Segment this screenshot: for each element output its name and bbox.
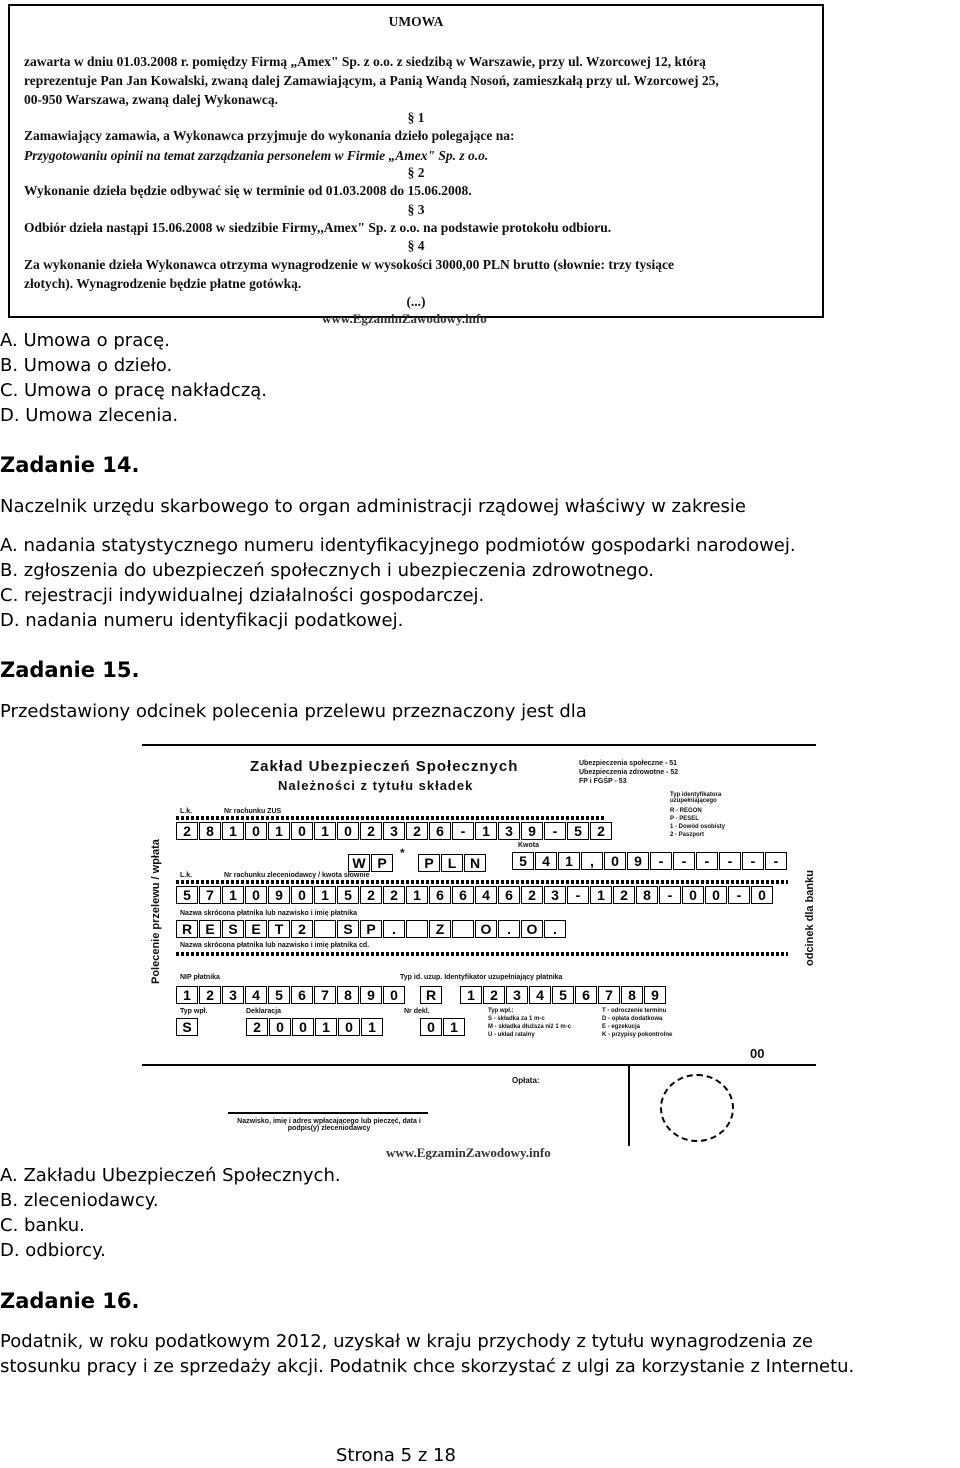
field-label: Nr dekl. bbox=[404, 1008, 430, 1015]
answer-a: A. nadania statystycznego numeru identyfikacyjnego podmiotów gospodarki narodowej. bbox=[0, 535, 796, 556]
form-legend: Typ wpł.: bbox=[488, 1008, 514, 1014]
contract-line: Odbiór dzieła nastąpi 15.06.2008 w siedzibie Firmy,,Amex" Sp. z o.o. na podstawie protokołu odbioru. bbox=[24, 220, 612, 235]
side-label-left: Polecenie przelewu / wpłata bbox=[150, 839, 162, 984]
form-char-cell: 1 bbox=[176, 986, 198, 1004]
side-label-right: odcinek dla banku bbox=[804, 870, 816, 966]
form-char-cell: 5 bbox=[552, 986, 574, 1004]
task-14-title: Zadanie 14. bbox=[0, 453, 140, 477]
field-label: L.k. bbox=[180, 808, 193, 815]
contract-title: UMOWA bbox=[388, 14, 444, 29]
form-char-cell: , bbox=[581, 852, 603, 870]
task-14-question: Naczelnik urzędu skarbowego to organ administracji rządowej właściwy w zakresie bbox=[0, 496, 746, 517]
form-char-cell: 5 bbox=[512, 852, 534, 870]
form-legend: 2 - Paszport bbox=[670, 832, 705, 838]
form-char-cell: 7 bbox=[598, 986, 620, 1004]
form-char-cell: 5 bbox=[337, 886, 359, 904]
form-legend: M - składka dłuższa niż 1 m-c bbox=[488, 1024, 572, 1030]
form-char-cell: P bbox=[360, 920, 382, 938]
watermark: www.EgzaminZawodowy.info bbox=[322, 311, 487, 326]
wp-cells bbox=[348, 854, 394, 872]
form-char-cell: 1 bbox=[558, 852, 580, 870]
form-char-cell: . bbox=[498, 920, 520, 938]
form-legend: T - odroczenie terminu bbox=[602, 1008, 667, 1014]
form-legend: D - opłata dodatkowa bbox=[602, 1016, 663, 1022]
form-char-cell: O bbox=[521, 920, 543, 938]
form-char-cell: 0 bbox=[269, 1018, 291, 1036]
answer-d: D. odbiorcy. bbox=[0, 1240, 106, 1261]
task-16-line: stosunku pracy i ze sprzedaży akcji. Podatnik chce skorzystać z ulgi za korzystanie z Internetu. bbox=[0, 1356, 855, 1377]
contract-line: 00-950 Warszawa, zwaną dalej Wykonawcą. bbox=[24, 92, 279, 107]
form-char-cell: - bbox=[728, 886, 750, 904]
form-legend: Typ identyfikatora uzupełniającego bbox=[670, 792, 722, 804]
form-char-cell: - bbox=[673, 852, 695, 870]
answer-d: D. Umowa zlecenia. bbox=[0, 405, 179, 426]
field-label: Nazwa skrócona płatnika lub nazwisko i imię płatnika cd. bbox=[180, 942, 370, 949]
form-char-cell: W bbox=[348, 854, 370, 872]
field-label: Nazwa skrócona płatnika lub nazwisko i imię płatnika bbox=[180, 910, 357, 917]
task-15-question: Przedstawiony odcinek polecenia przelewu przeznaczony jest dla bbox=[0, 701, 587, 722]
form-char-cell: L bbox=[441, 854, 463, 872]
form-char-cell: 3 bbox=[383, 822, 405, 840]
transfer-form-image bbox=[142, 744, 816, 1146]
form-char-cell: 1 bbox=[590, 886, 612, 904]
id-cells bbox=[460, 986, 667, 1004]
contract-line: Wykonanie dzieła będzie odbywać się w terminie od 01.03.2008 do 15.06.2008. bbox=[24, 183, 472, 198]
answer-d: D. nadania numeru identyfikacji podatkowej. bbox=[0, 610, 404, 631]
form-char-cell: - bbox=[567, 886, 589, 904]
form-char-cell: T bbox=[268, 920, 290, 938]
form-char-cell: 1 bbox=[315, 1018, 337, 1036]
form-char-cell: - bbox=[696, 852, 718, 870]
form-char-cell: N bbox=[464, 854, 486, 872]
form-char-cell: - bbox=[650, 852, 672, 870]
paragraph-sign: § 2 bbox=[407, 165, 425, 180]
contract-image bbox=[8, 4, 824, 318]
form-char-cell bbox=[452, 920, 474, 938]
form-char-cell: 1 bbox=[475, 822, 497, 840]
payer-name-cells bbox=[176, 920, 567, 938]
form-char-cell: 0 bbox=[291, 822, 313, 840]
form-char-cell: 4 bbox=[535, 852, 557, 870]
form-char-cell: 2 bbox=[246, 1018, 268, 1036]
paragraph-sign: § 3 bbox=[407, 202, 425, 217]
account-zus-cells bbox=[176, 822, 613, 840]
form-char-cell: 4 bbox=[475, 886, 497, 904]
answer-a: A. Zakładu Ubezpieczeń Społecznych. bbox=[0, 1165, 341, 1186]
form-char-cell: 3 bbox=[506, 986, 528, 1004]
form-legend: K - przypisy pokontrolne bbox=[602, 1032, 673, 1038]
form-char-cell: 2 bbox=[360, 886, 382, 904]
form-char-cell: 9 bbox=[521, 822, 543, 840]
form-char-cell: 2 bbox=[521, 886, 543, 904]
form-char-cell: R bbox=[176, 920, 198, 938]
form-char-cell: 5 bbox=[176, 886, 198, 904]
form-char-cell: E bbox=[245, 920, 267, 938]
form-char-cell: 5 bbox=[268, 986, 290, 1004]
form-char-cell: 6 bbox=[429, 822, 451, 840]
form-legend: U - układ ratalny bbox=[488, 1032, 535, 1038]
answer-a: A. Umowa o pracę. bbox=[0, 330, 170, 351]
form-char-cell: 1 bbox=[361, 1018, 383, 1036]
form-char-cell: 8 bbox=[621, 986, 643, 1004]
form-legend: E - egzekucja bbox=[602, 1024, 641, 1030]
form-char-cell: 3 bbox=[222, 986, 244, 1004]
field-label: Kwota bbox=[518, 842, 539, 849]
form-legend: P - PESEL bbox=[670, 816, 699, 822]
form-char-cell: 0 bbox=[682, 886, 704, 904]
declaration-cells bbox=[246, 1018, 384, 1036]
payment-type-cell bbox=[176, 1018, 199, 1036]
answer-c: C. Umowa o pracę nakładczą. bbox=[0, 380, 268, 401]
form-char-cell: 2 bbox=[590, 822, 612, 840]
form-char-cell: 9 bbox=[268, 886, 290, 904]
form-char-cell: 4 bbox=[529, 986, 551, 1004]
field-label: Nr rachunku ZUS bbox=[224, 808, 282, 815]
id-type-cell bbox=[420, 986, 443, 1004]
form-char-cell: 9 bbox=[627, 852, 649, 870]
form-char-cell: 4 bbox=[245, 986, 267, 1004]
star-mark: * bbox=[400, 846, 405, 860]
answer-c: C. banku. bbox=[0, 1215, 85, 1236]
task-16-line: Podatnik, w roku podatkowym 2012, uzyskał w kraju przychody z tytułu wynagrodzenia ze bbox=[0, 1331, 813, 1352]
currency-cells bbox=[418, 854, 487, 872]
paragraph-sign: § 1 bbox=[407, 110, 425, 125]
form-char-cell: 0 bbox=[338, 1018, 360, 1036]
contract-line: Zamawiający zamawia, a Wykonawca przyjmuje do wykonania dzieło polegające na: bbox=[24, 128, 515, 143]
form-char-cell: 0 bbox=[383, 986, 405, 1004]
form-char-cell: 0 bbox=[245, 822, 267, 840]
form-char-cell: 0 bbox=[705, 886, 727, 904]
form-char-cell: 2 bbox=[291, 920, 313, 938]
form-char-cell: - bbox=[544, 822, 566, 840]
page-number: Strona 5 z 18 bbox=[336, 1445, 456, 1466]
contract-line: złotych). Wynagrodzenie będzie płatne gotówką. bbox=[24, 276, 302, 291]
form-char-cell: R bbox=[420, 986, 442, 1004]
signature-label: Nazwisko, imię i adres wpłacającego lub pieczęć, data i podpis(y) zleceniodawcy bbox=[237, 1118, 421, 1132]
form-legend: Ubezpieczenia zdrowotne - 52 bbox=[579, 769, 679, 776]
form-char-cell: 2 bbox=[483, 986, 505, 1004]
contract-line: reprezentuje Pan Jan Kowalski, zwaną dalej Zamawiającym, a Panią Wandą Nosoń, zamieszkałą przy ul. Wzorcowej 25, bbox=[24, 73, 719, 88]
form-char-cell: O bbox=[475, 920, 497, 938]
form-char-cell: - bbox=[452, 822, 474, 840]
form-char-cell: S bbox=[222, 920, 244, 938]
nip-cells bbox=[176, 986, 406, 1004]
form-char-cell: 8 bbox=[199, 822, 221, 840]
form-char-cell bbox=[314, 920, 336, 938]
form-char-cell: 9 bbox=[644, 986, 666, 1004]
field-label: Deklaracja bbox=[246, 1008, 282, 1015]
form-char-cell: 8 bbox=[636, 886, 658, 904]
form-char-cell: 2 bbox=[360, 822, 382, 840]
form-char-cell: S bbox=[337, 920, 359, 938]
form-char-cell: 1 bbox=[443, 1018, 465, 1036]
form-char-cell: 2 bbox=[406, 822, 428, 840]
form-char-cell: Z bbox=[429, 920, 451, 938]
form-char-cell: - bbox=[659, 886, 681, 904]
form-char-cell: 2 bbox=[176, 822, 198, 840]
form-char-cell: 8 bbox=[337, 986, 359, 1004]
form-char-cell: S bbox=[176, 1018, 198, 1036]
field-label: Nr rachunku zleceniodawcy / kwota słownie bbox=[224, 872, 370, 879]
watermark: www.EgzaminZawodowy.info bbox=[386, 1145, 551, 1160]
form-char-cell: - bbox=[719, 852, 741, 870]
form-char-cell: 0 bbox=[751, 886, 773, 904]
form-char-cell: 2 bbox=[613, 886, 635, 904]
contract-line: Przygotowaniu opinii na temat zarządzania personelem w Firmie „Amex" Sp. z o.o. bbox=[24, 148, 489, 163]
task-16-title: Zadanie 16. bbox=[0, 1289, 140, 1313]
form-char-cell: 3 bbox=[544, 886, 566, 904]
field-label: NIP płatnika bbox=[180, 974, 220, 981]
form-char-cell: 6 bbox=[575, 986, 597, 1004]
form-char-cell: 1 bbox=[268, 822, 290, 840]
form-char-cell: 6 bbox=[452, 886, 474, 904]
form-title: Zakład Ubezpieczeń Społecznych bbox=[250, 758, 519, 775]
stamp-circle bbox=[660, 1074, 734, 1142]
form-char-cell: 6 bbox=[291, 986, 313, 1004]
form-char-cell: 1 bbox=[222, 822, 244, 840]
answer-b: B. zgłoszenia do ubezpieczeń społecznych i ubezpieczenia zdrowotnego. bbox=[0, 560, 655, 581]
form-char-cell: P bbox=[418, 854, 440, 872]
form-char-cell: 0 bbox=[245, 886, 267, 904]
form-legend: Ubezpieczenia społeczne - 51 bbox=[579, 760, 678, 767]
form-char-cell: 0 bbox=[292, 1018, 314, 1036]
field-label: L.k. bbox=[180, 872, 193, 879]
answer-c: C. rejestracji indywidualnej działalności gospodarczej. bbox=[0, 585, 485, 606]
form-char-cell: 6 bbox=[498, 886, 520, 904]
form-char-cell: - bbox=[765, 852, 787, 870]
form-char-cell: 5 bbox=[567, 822, 589, 840]
form-char-cell: 1 bbox=[314, 886, 336, 904]
form-char-cell: 9 bbox=[360, 986, 382, 1004]
field-label: Typ id. uzup. Identyfikator uzupełniający płatnika bbox=[400, 974, 563, 981]
task-15-title: Zadanie 15. bbox=[0, 658, 140, 682]
form-char-cell: 0 bbox=[291, 886, 313, 904]
amount-cells bbox=[512, 852, 788, 870]
form-char-cell: E bbox=[199, 920, 221, 938]
form-legend: R - REGON bbox=[670, 808, 702, 814]
form-char-cell: 6 bbox=[429, 886, 451, 904]
form-char-cell: 1 bbox=[460, 986, 482, 1004]
contract-ellipsis: (...) bbox=[406, 294, 426, 309]
form-subtitle: Należności z tytułu składek bbox=[278, 778, 474, 793]
form-char-cell: . bbox=[383, 920, 405, 938]
form-char-cell: 2 bbox=[199, 986, 221, 1004]
form-char-cell: 1 bbox=[314, 822, 336, 840]
declaration-no-cells bbox=[420, 1018, 466, 1036]
form-char-cell: 2 bbox=[383, 886, 405, 904]
field-label: Typ wpł. bbox=[180, 1008, 208, 1015]
answer-b: B. Umowa o dzieło. bbox=[0, 355, 173, 376]
form-char-cell: - bbox=[742, 852, 764, 870]
form-char-cell: 1 bbox=[406, 886, 428, 904]
form-char-cell: 7 bbox=[314, 986, 336, 1004]
form-legend: FP i FGŚP - 53 bbox=[579, 778, 627, 785]
form-char-cell: 0 bbox=[604, 852, 626, 870]
fee-label: Opłata: bbox=[512, 1076, 540, 1085]
form-char-cell bbox=[406, 920, 428, 938]
form-code: 00 bbox=[750, 1046, 765, 1061]
contract-line: Za wykonanie dzieła Wykonawca otrzyma wynagrodzenie w wysokości 3000,00 PLN brutto (słownie: trzy tysiące bbox=[24, 257, 674, 272]
form-char-cell: . bbox=[544, 920, 566, 938]
form-char-cell: 0 bbox=[337, 822, 359, 840]
form-char-cell: 1 bbox=[222, 886, 244, 904]
form-char-cell: 0 bbox=[420, 1018, 442, 1036]
form-legend: 1 - Dowód osobisty bbox=[670, 824, 726, 830]
form-legend: S - składka za 1 m-c bbox=[488, 1016, 545, 1022]
form-char-cell: 3 bbox=[498, 822, 520, 840]
account-payer-cells bbox=[176, 886, 774, 904]
contract-line: zawarta w dniu 01.03.2008 r. pomiędzy Firmą „Amex" Sp. z o.o. z siedzibą w Warszawie, przy ul. Wzorcowej 12, którą bbox=[24, 54, 706, 69]
form-char-cell: P bbox=[371, 854, 393, 872]
form-char-cell: 7 bbox=[199, 886, 221, 904]
paragraph-sign: § 4 bbox=[407, 238, 425, 253]
answer-b: B. zleceniodawcy. bbox=[0, 1190, 159, 1211]
